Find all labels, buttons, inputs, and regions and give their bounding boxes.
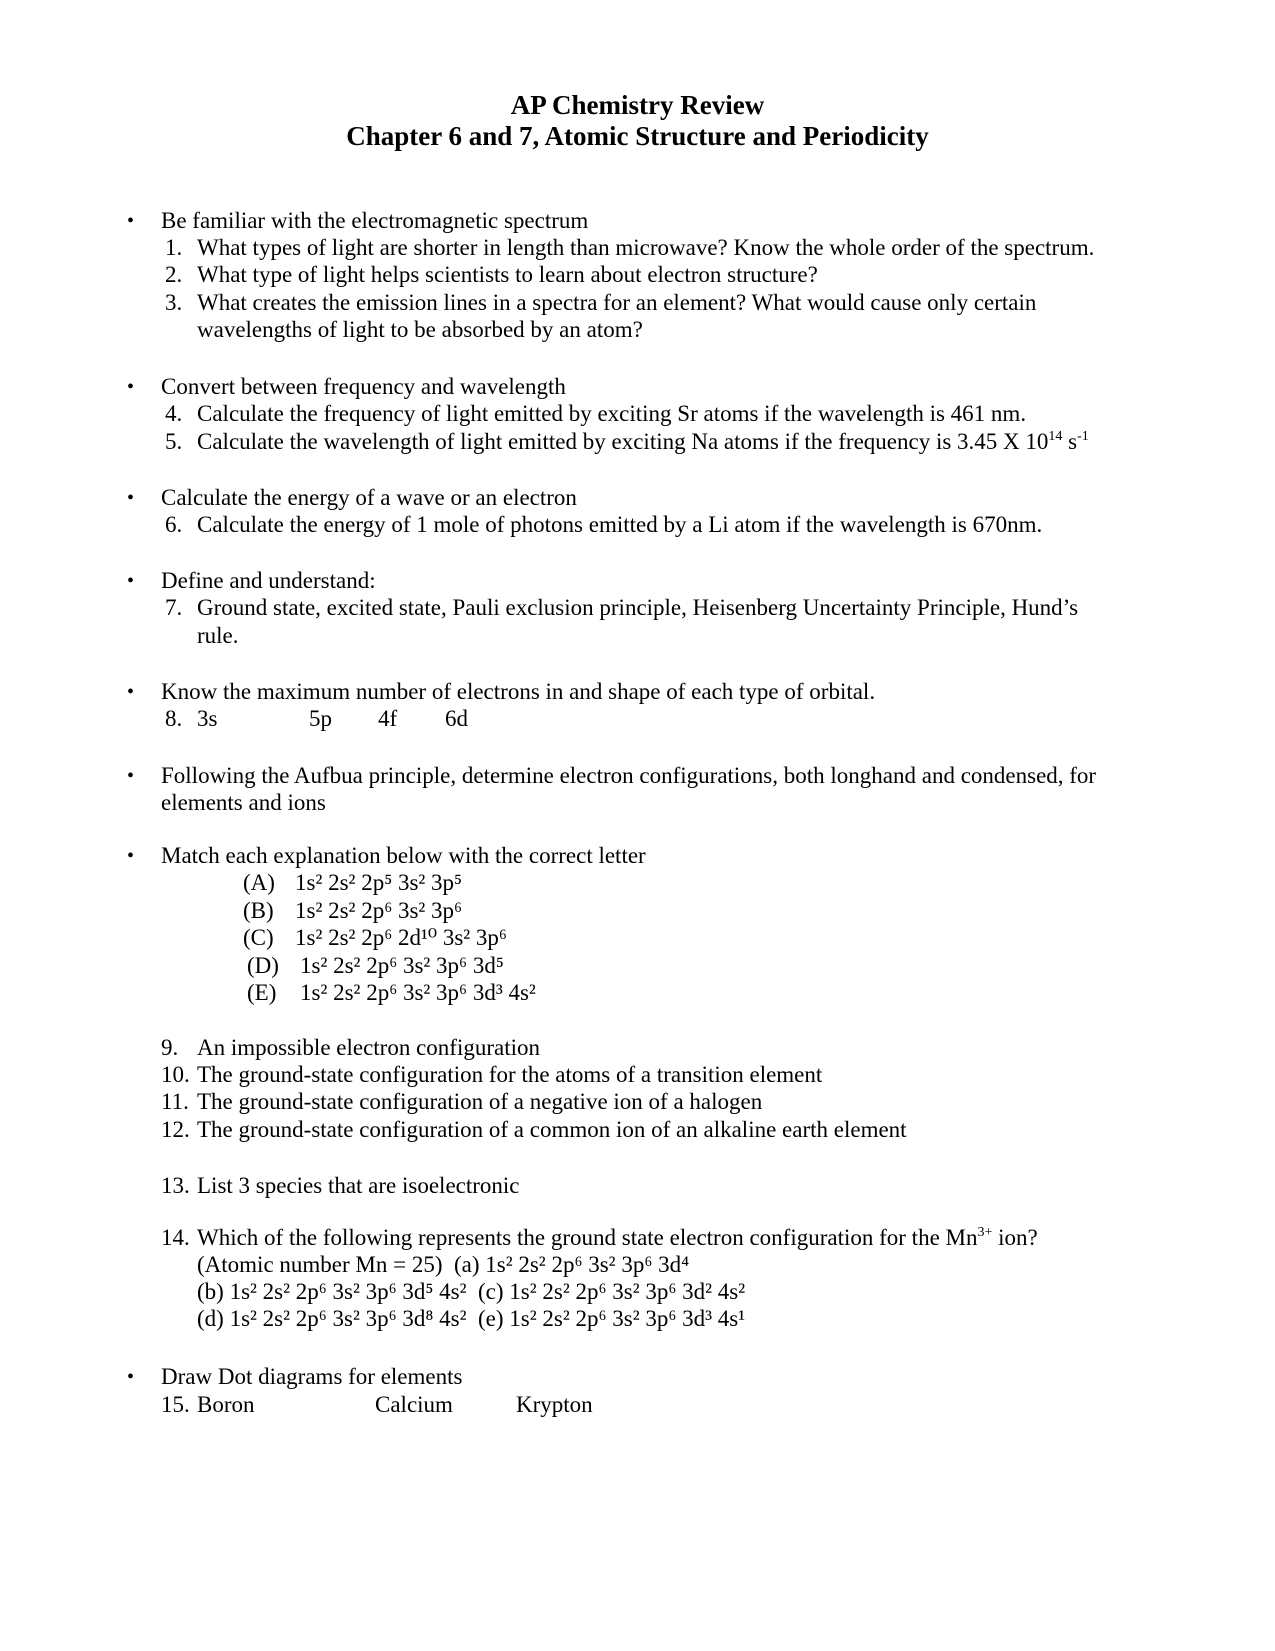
option-letter: (D) bbox=[247, 953, 279, 978]
option-letter: (C) bbox=[243, 925, 274, 950]
question-text bbox=[197, 430, 1089, 453]
bullet-icon: • bbox=[127, 570, 135, 592]
question-number: 1. bbox=[165, 235, 183, 260]
question-text-main: Calculate the wavelength of light emitted by exciting Na atoms if the frequency is 3.45 X 10 bbox=[197, 429, 1049, 454]
element-label: Krypton bbox=[516, 1392, 593, 1417]
unit: s bbox=[1062, 429, 1078, 454]
section-heading: Following the Aufbua principle, determine electron configurations, both longhand and condensed, for bbox=[161, 763, 1097, 788]
question-text: The ground-state configuration of a negative ion of a halogen bbox=[197, 1089, 763, 1114]
section-heading: Calculate the energy of a wave or an electron bbox=[161, 485, 577, 510]
option-config: 1s² 2s² 2p⁶ 3s² 3p⁶ 3d⁵ bbox=[300, 953, 504, 978]
answer-choices: (d) 1s² 2s² 2p⁶ 3s² 3p⁶ 3d⁸ 4s² (e) 1s² 2s² 2p⁶ 3s² 3p⁶ 3d³ 4s¹ bbox=[197, 1306, 746, 1331]
orbital-label: 4f bbox=[378, 706, 398, 731]
question-number: 10. bbox=[161, 1062, 190, 1087]
bullet-icon: • bbox=[127, 845, 135, 867]
section-heading: Draw Dot diagrams for elements bbox=[161, 1364, 463, 1389]
option-config: 1s² 2s² 2p⁵ 3s² 3p⁵ bbox=[295, 870, 463, 895]
question-number: 13. bbox=[161, 1173, 190, 1198]
question-text: What types of light are shorter in length than microwave? Know the whole order of the spectrum. bbox=[197, 235, 1095, 260]
question-number: 4. bbox=[165, 401, 183, 426]
option-letter: (A) bbox=[243, 870, 275, 895]
orbital-label: 6d bbox=[445, 706, 468, 731]
orbital-label: 5p bbox=[309, 706, 332, 731]
question-text: List 3 species that are isoelectronic bbox=[197, 1173, 520, 1198]
question-text: What creates the emission lines in a spectra for an element? What would cause only certain bbox=[197, 290, 1037, 315]
option-letter: (B) bbox=[243, 898, 274, 923]
option-letter: (E) bbox=[247, 980, 277, 1005]
answer-choices: (Atomic number Mn = 25) (a) 1s² 2s² 2p⁶ 3s² 3p⁶ 3d⁴ bbox=[197, 1252, 690, 1277]
question-number: 2. bbox=[165, 262, 183, 287]
charge: 3+ bbox=[977, 1225, 993, 1240]
option-config: 1s² 2s² 2p⁶ 3s² 3p⁶ bbox=[295, 898, 463, 923]
section-heading: Match each explanation below with the correct letter bbox=[161, 843, 646, 868]
question-text: Ground state, excited state, Pauli exclusion principle, Heisenberg Uncertainty Principle, Hund’s bbox=[197, 595, 1079, 620]
question-number: 6. bbox=[165, 512, 183, 537]
question-number: 7. bbox=[165, 595, 183, 620]
exponent: -1 bbox=[1077, 429, 1089, 444]
section-heading: Know the maximum number of electrons in and shape of each type of orbital. bbox=[161, 679, 876, 704]
question-number: 12. bbox=[161, 1117, 190, 1142]
bullet-icon: • bbox=[127, 210, 135, 232]
bullet-icon: • bbox=[127, 487, 135, 509]
section-heading: Be familiar with the electromagnetic spectrum bbox=[161, 208, 589, 233]
question-text: Calculate the energy of 1 mole of photons emitted by a Li atom if the wavelength is 670nm. bbox=[197, 512, 1043, 537]
option-config: 1s² 2s² 2p⁶ 2d¹⁰ 3s² 3p⁶ bbox=[295, 925, 507, 950]
option-config: 1s² 2s² 2p⁶ 3s² 3p⁶ 3d³ 4s² bbox=[300, 980, 536, 1005]
answer-choices: (b) 1s² 2s² 2p⁶ 3s² 3p⁶ 3d⁵ 4s² (c) 1s² 2s² 2p⁶ 3s² 3p⁶ 3d² 4s² bbox=[197, 1279, 746, 1304]
question-text: An impossible electron configuration bbox=[197, 1035, 541, 1060]
question-text: The ground-state configuration for the atoms of a transition element bbox=[197, 1062, 823, 1087]
bullet-icon: • bbox=[127, 681, 135, 703]
section-heading: Convert between frequency and wavelength bbox=[161, 374, 566, 399]
question-text-end: ion? bbox=[992, 1225, 1038, 1250]
question-text bbox=[197, 1226, 1038, 1249]
question-number: 14. bbox=[161, 1225, 190, 1250]
bullet-icon: • bbox=[127, 376, 135, 398]
question-number: 11. bbox=[161, 1089, 189, 1114]
exponent: 14 bbox=[1048, 429, 1063, 444]
section-heading: elements and ions bbox=[161, 790, 326, 815]
page-subtitle: Chapter 6 and 7, Atomic Structure and Periodicity bbox=[346, 121, 929, 151]
element-label: Boron bbox=[197, 1392, 255, 1417]
section-heading: Define and understand: bbox=[161, 568, 376, 593]
question-number: 15. bbox=[161, 1392, 190, 1417]
question-text: What type of light helps scientists to learn about electron structure? bbox=[197, 262, 818, 287]
question-number: 8. bbox=[165, 706, 183, 731]
question-text: The ground-state configuration of a common ion of an alkaline earth element bbox=[197, 1117, 907, 1142]
question-text-main: Which of the following represents the ground state electron configuration for the Mn bbox=[197, 1225, 978, 1250]
question-text: wavelengths of light to be absorbed by an atom? bbox=[197, 317, 643, 342]
orbital-label: 3s bbox=[197, 706, 218, 731]
question-text: Calculate the frequency of light emitted by exciting Sr atoms if the wavelength is 461 nm. bbox=[197, 401, 1027, 426]
bullet-icon: • bbox=[127, 1366, 135, 1388]
question-text: rule. bbox=[197, 623, 239, 648]
question-number: 9. bbox=[161, 1035, 179, 1060]
question-number: 5. bbox=[165, 429, 183, 454]
bullet-icon: • bbox=[127, 765, 135, 787]
question-number: 3. bbox=[165, 290, 183, 315]
element-label: Calcium bbox=[375, 1392, 453, 1417]
page-title: AP Chemistry Review bbox=[510, 90, 765, 120]
